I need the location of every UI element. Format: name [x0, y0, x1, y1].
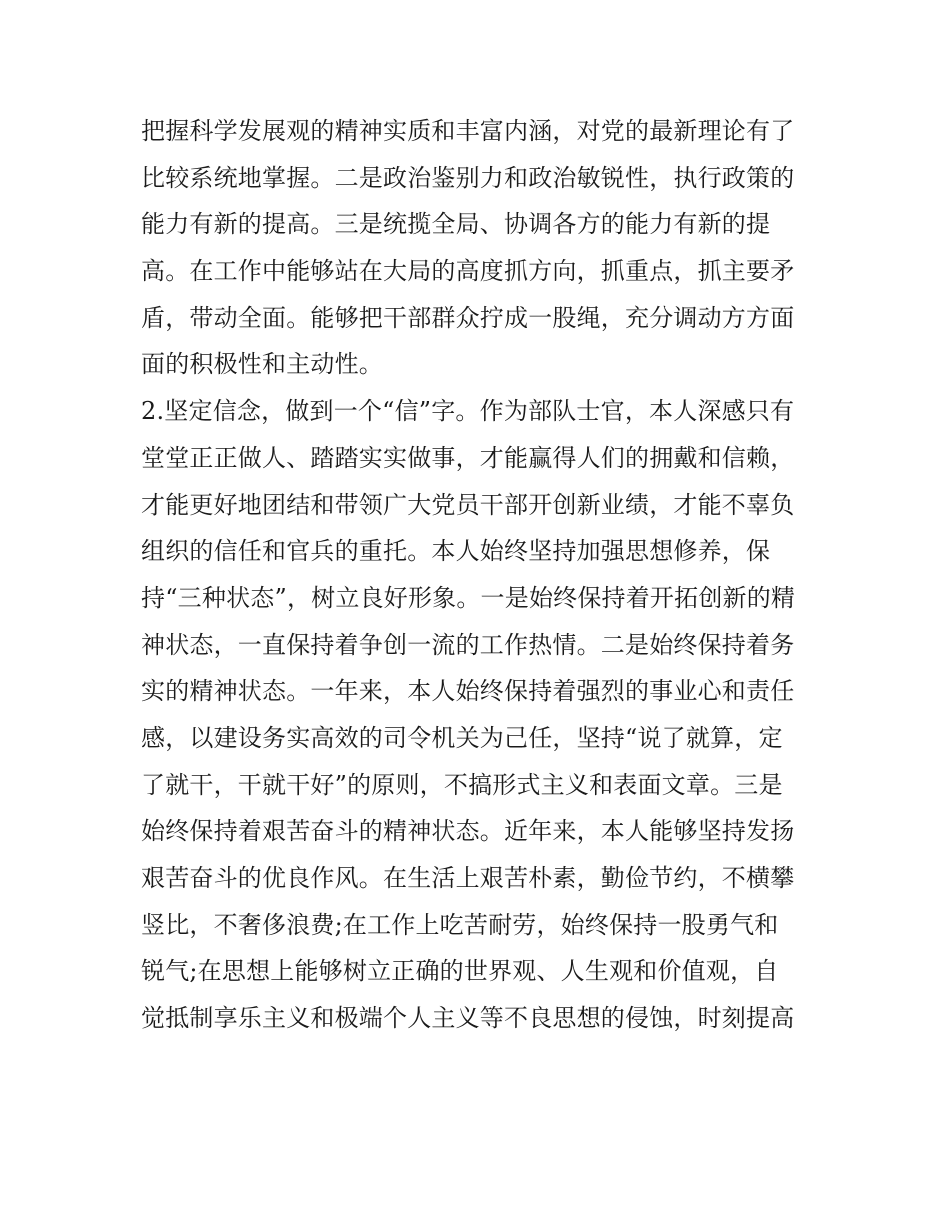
text-line: 面的积极性和主动性。: [141, 350, 383, 379]
text-line: 组织的信任和官兵的重托。本人始终坚持加强思想修养，保: [141, 537, 771, 566]
text-line: 始终保持着艰苦奋斗的精神状态。近年来，本人能够坚持发扬: [141, 817, 795, 846]
text-line: 神状态，一直保持着争创一流的工作热情。二是始终保持着务: [141, 630, 795, 659]
text-line: 盾，带动全面。能够把干部群众拧成一股绳，充分调动方方面: [141, 303, 795, 332]
text-line: 感，以建设务实高效的司令机关为己任，坚持“说了就算，定: [141, 723, 783, 752]
text-line: 艰苦奋斗的优良作风。在生活上艰苦朴素，勤俭节约，不横攀: [141, 864, 795, 892]
text-line: 能力有新的提高。三是统揽全局、协调各方的能力有新的提: [141, 210, 771, 239]
text-line: 高。在工作中能够站在大局的高度抓方向，抓重点，抓主要矛: [141, 257, 795, 286]
text-line: 竖比，不奢侈浪费;在工作上吃苦耐劳，始终保持一股勇气和: [141, 910, 779, 939]
text-line: 觉抵制享乐主义和极端个人主义等不良思想的侵蚀，时刻提高: [141, 1004, 795, 1033]
text-line: 锐气;在思想上能够树立正确的世界观、人生观和价值观，自: [141, 957, 779, 986]
text-line: 持“三种状态”，树立良好形象。一是始终保持着开拓创新的精: [141, 583, 796, 612]
text-line: 比较系统地掌握。二是政治鉴别力和政治敏锐性，执行政策的: [141, 163, 795, 192]
text-line: 堂堂正正做人、踏踏实实做事，才能赢得人们的拥戴和信赖，: [141, 443, 795, 472]
text-line: 才能更好地团结和带领广大党员干部开创新业绩，才能不辜负: [141, 490, 795, 519]
text-line: 实的精神状态。一年来，本人始终保持着强烈的事业心和责任: [141, 677, 795, 706]
text-line: 把握科学发展观的精神实质和丰富内涵，对党的最新理论有了: [141, 117, 795, 145]
text-line: 2.坚定信念，做到一个“信”字。作为部队士官，本人深感只有: [141, 397, 795, 426]
body-text: [141, 108, 831, 1042]
text-line: 了就干，干就干好”的原则，不搞形式主义和表面文章。三是: [141, 770, 783, 799]
